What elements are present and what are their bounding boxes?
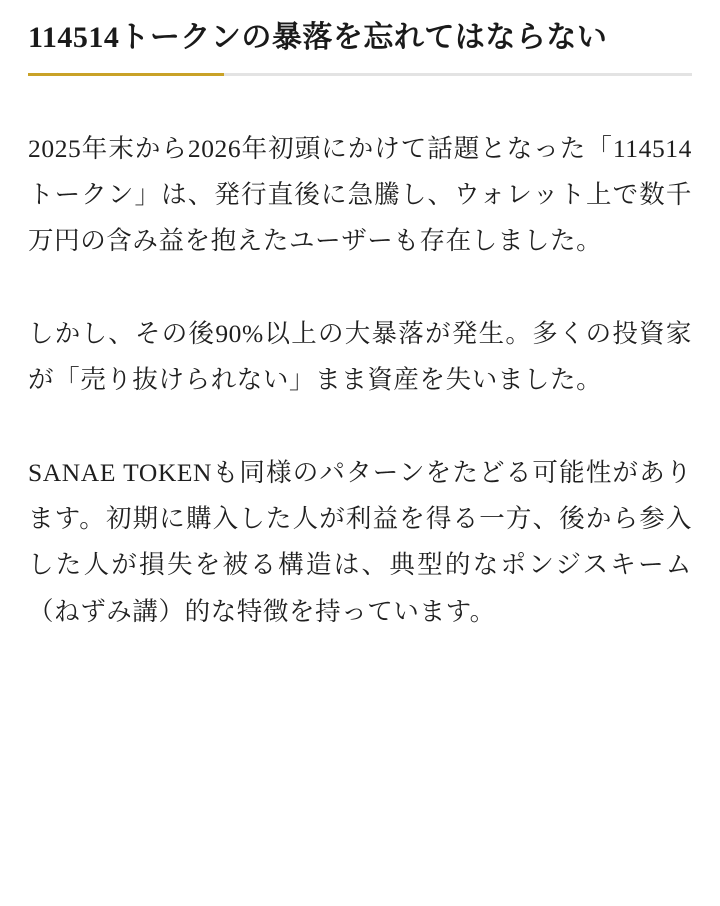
paragraph: 2025年末から2026年初頭にかけて話題となった「114514トークン」は、発行直後に急騰し、ウォレット上で数千万円の含み益を抱えたユーザーも存在しました。 — [28, 133, 692, 256]
paragraph: しかし、その後90%以上の大暴落が発生。多くの投資家が「売り抜けられない」まま資産を失いました。 — [28, 318, 692, 395]
paragraph: SANAE TOKENも同様のパターンをたどる可能性があります。初期に購入した人が利益を得る一方、後から参入した人が損失を被る構造は、典型的なポンジスキーム（ねずみ講）的な特徴を持っています。 — [28, 457, 692, 626]
page-title: 114514トークンの暴落を忘れてはならない — [28, 21, 608, 54]
title-underline-divider — [28, 73, 692, 76]
article-body — [28, 76, 692, 636]
